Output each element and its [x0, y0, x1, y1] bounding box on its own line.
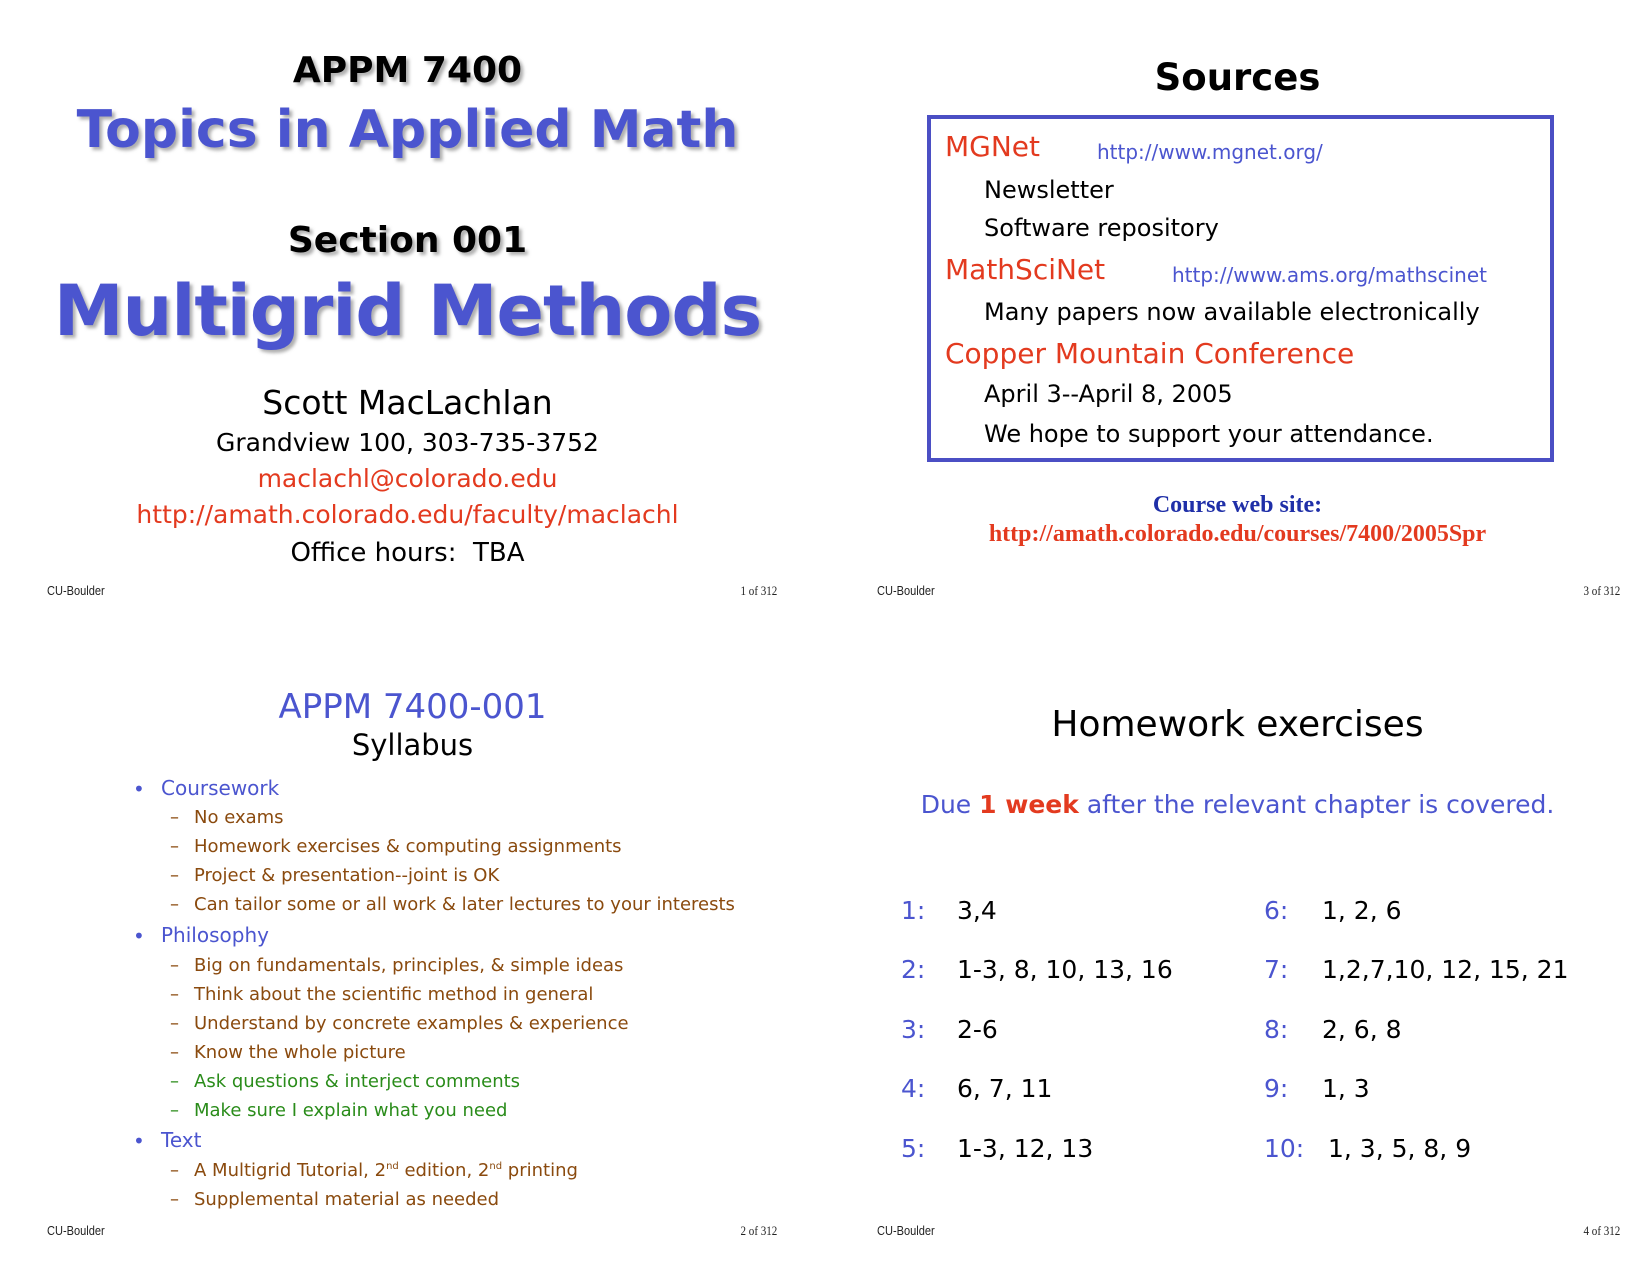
- footer-page-number: 2 of 312: [740, 1223, 777, 1238]
- textbook-part: printing: [502, 1160, 578, 1181]
- chapter-label: 4:: [901, 1074, 926, 1103]
- section-heading-coursework: Coursework: [161, 776, 280, 800]
- chapter-problems: 1-3, 8, 10, 13, 16: [957, 955, 1173, 984]
- footer-institution: CU-Boulder: [877, 1223, 935, 1238]
- dash-icon: –: [170, 865, 179, 886]
- footer-page-number: 4 of 312: [1583, 1223, 1620, 1238]
- list-item: No exams: [194, 807, 284, 828]
- list-item: Supplemental material as needed: [194, 1189, 500, 1210]
- ordinal-suffix: nd: [386, 1161, 399, 1172]
- source-note: Software repository: [984, 214, 1219, 242]
- section-heading-philosophy: Philosophy: [161, 923, 269, 947]
- section-label: Section 001: [287, 220, 528, 261]
- chapter-problems: 1-3, 12, 13: [957, 1134, 1094, 1163]
- course-web-site-label: Course web site:: [1152, 492, 1323, 518]
- course-number: APPM 7400: [292, 50, 523, 91]
- chapter-label: 5:: [901, 1134, 926, 1163]
- dash-icon: –: [170, 1100, 179, 1121]
- bullet-icon: •: [133, 924, 145, 948]
- chapter-label: 8:: [1264, 1015, 1289, 1044]
- dash-icon: –: [170, 836, 179, 857]
- chapter-label: 1:: [901, 896, 926, 925]
- list-item: Make sure I explain what you need: [194, 1100, 508, 1121]
- due-highlight: 1 week: [979, 790, 1079, 819]
- dash-icon: –: [170, 1013, 179, 1034]
- list-item-textbook: [194, 1160, 578, 1181]
- source-url-mgnet[interactable]: http://www.mgnet.org/: [1097, 140, 1323, 164]
- office-phone: Grandview 100, 303-735-3752: [216, 428, 599, 457]
- dash-icon: –: [170, 1160, 179, 1181]
- list-item: Can tailor some or all work & later lectures to your interests: [194, 894, 735, 915]
- source-name-mathscinet: MathSciNet: [945, 253, 1106, 286]
- dash-icon: –: [170, 1042, 179, 1063]
- bullet-icon: •: [133, 777, 145, 801]
- chapter-label: 10:: [1264, 1134, 1305, 1163]
- source-note: We hope to support your attendance.: [984, 420, 1434, 448]
- due-suffix: after the relevant chapter is covered.: [1078, 790, 1555, 819]
- chapter-label: 6:: [1264, 896, 1289, 925]
- slide-3-sources: [825, 0, 1650, 637]
- slide-4-homework: [825, 637, 1650, 1274]
- bullet-icon: •: [133, 1129, 145, 1153]
- footer-page-number: 3 of 312: [1583, 583, 1620, 598]
- homework-title: Homework exercises: [1051, 704, 1424, 745]
- sources-box: [927, 115, 1554, 462]
- topic-title: Multigrid Methods: [53, 270, 762, 352]
- list-item: Ask questions & interject comments: [194, 1071, 521, 1092]
- footer-institution: CU-Boulder: [47, 583, 105, 598]
- chapter-problems: 2, 6, 8: [1322, 1015, 1402, 1044]
- chapter-problems: 1, 3: [1322, 1074, 1370, 1103]
- ordinal-suffix: nd: [489, 1161, 503, 1172]
- list-item: Big on fundamentals, principles, & simple ideas: [194, 955, 624, 976]
- source-url-mathscinet[interactable]: http://www.ams.org/mathscinet: [1172, 263, 1487, 287]
- source-name-copper-mountain: Copper Mountain Conference: [945, 337, 1355, 370]
- homework-due-note: [825, 790, 1650, 819]
- textbook-part: A Multigrid Tutorial, 2: [194, 1160, 387, 1181]
- dash-icon: –: [170, 1189, 179, 1210]
- textbook-part: edition, 2: [398, 1160, 490, 1181]
- course-web-site-link[interactable]: http://amath.colorado.edu/courses/7400/2005Spr: [988, 521, 1487, 547]
- list-item: Project & presentation--joint is OK: [194, 865, 500, 886]
- instructor-name: Scott MacLachlan: [262, 383, 553, 422]
- course-title: Topics in Applied Math: [76, 100, 739, 160]
- source-note: April 3--April 8, 2005: [984, 380, 1233, 408]
- office-hours: Office hours: TBA: [290, 538, 525, 568]
- slide-2-syllabus: [0, 637, 825, 1274]
- dash-icon: –: [170, 1071, 179, 1092]
- chapter-label: 2:: [901, 955, 926, 984]
- chapter-problems: 1, 3, 5, 8, 9: [1328, 1134, 1472, 1163]
- source-name-mgnet: MGNet: [945, 130, 1041, 163]
- footer-institution: CU-Boulder: [877, 583, 935, 598]
- source-note: Newsletter: [984, 176, 1114, 204]
- slide-1-title: [0, 0, 825, 637]
- chapter-problems: 1, 2, 6: [1322, 896, 1402, 925]
- chapter-label: 9:: [1264, 1074, 1289, 1103]
- footer-page-number: 1 of 312: [740, 583, 777, 598]
- section-heading-text: Text: [161, 1128, 202, 1152]
- chapter-problems: 1,2,7,10, 12, 15, 21: [1322, 955, 1569, 984]
- footer-institution: CU-Boulder: [47, 1223, 105, 1238]
- instructor-email[interactable]: maclachl@colorado.edu: [257, 464, 558, 493]
- syllabus-course-title: APPM 7400-001: [278, 687, 547, 727]
- dash-icon: –: [170, 984, 179, 1005]
- due-prefix: Due: [920, 790, 980, 819]
- instructor-homepage-link[interactable]: http://amath.colorado.edu/faculty/maclachl: [136, 500, 679, 529]
- dash-icon: –: [170, 807, 179, 828]
- syllabus-subtitle: Syllabus: [351, 728, 474, 762]
- dash-icon: –: [170, 955, 179, 976]
- list-item: Know the whole picture: [194, 1042, 406, 1063]
- list-item: Understand by concrete examples & experience: [194, 1013, 629, 1034]
- chapter-problems: 3,4: [957, 896, 997, 925]
- source-note: Many papers now available electronically: [984, 298, 1480, 326]
- chapter-label: 3:: [901, 1015, 926, 1044]
- chapter-problems: 6, 7, 11: [957, 1074, 1053, 1103]
- list-item: Homework exercises & computing assignments: [194, 836, 622, 857]
- dash-icon: –: [170, 894, 179, 915]
- chapter-label: 7:: [1264, 955, 1289, 984]
- chapter-problems: 2-6: [957, 1015, 998, 1044]
- list-item: Think about the scientific method in general: [194, 984, 594, 1005]
- sources-title: Sources: [1154, 56, 1321, 99]
